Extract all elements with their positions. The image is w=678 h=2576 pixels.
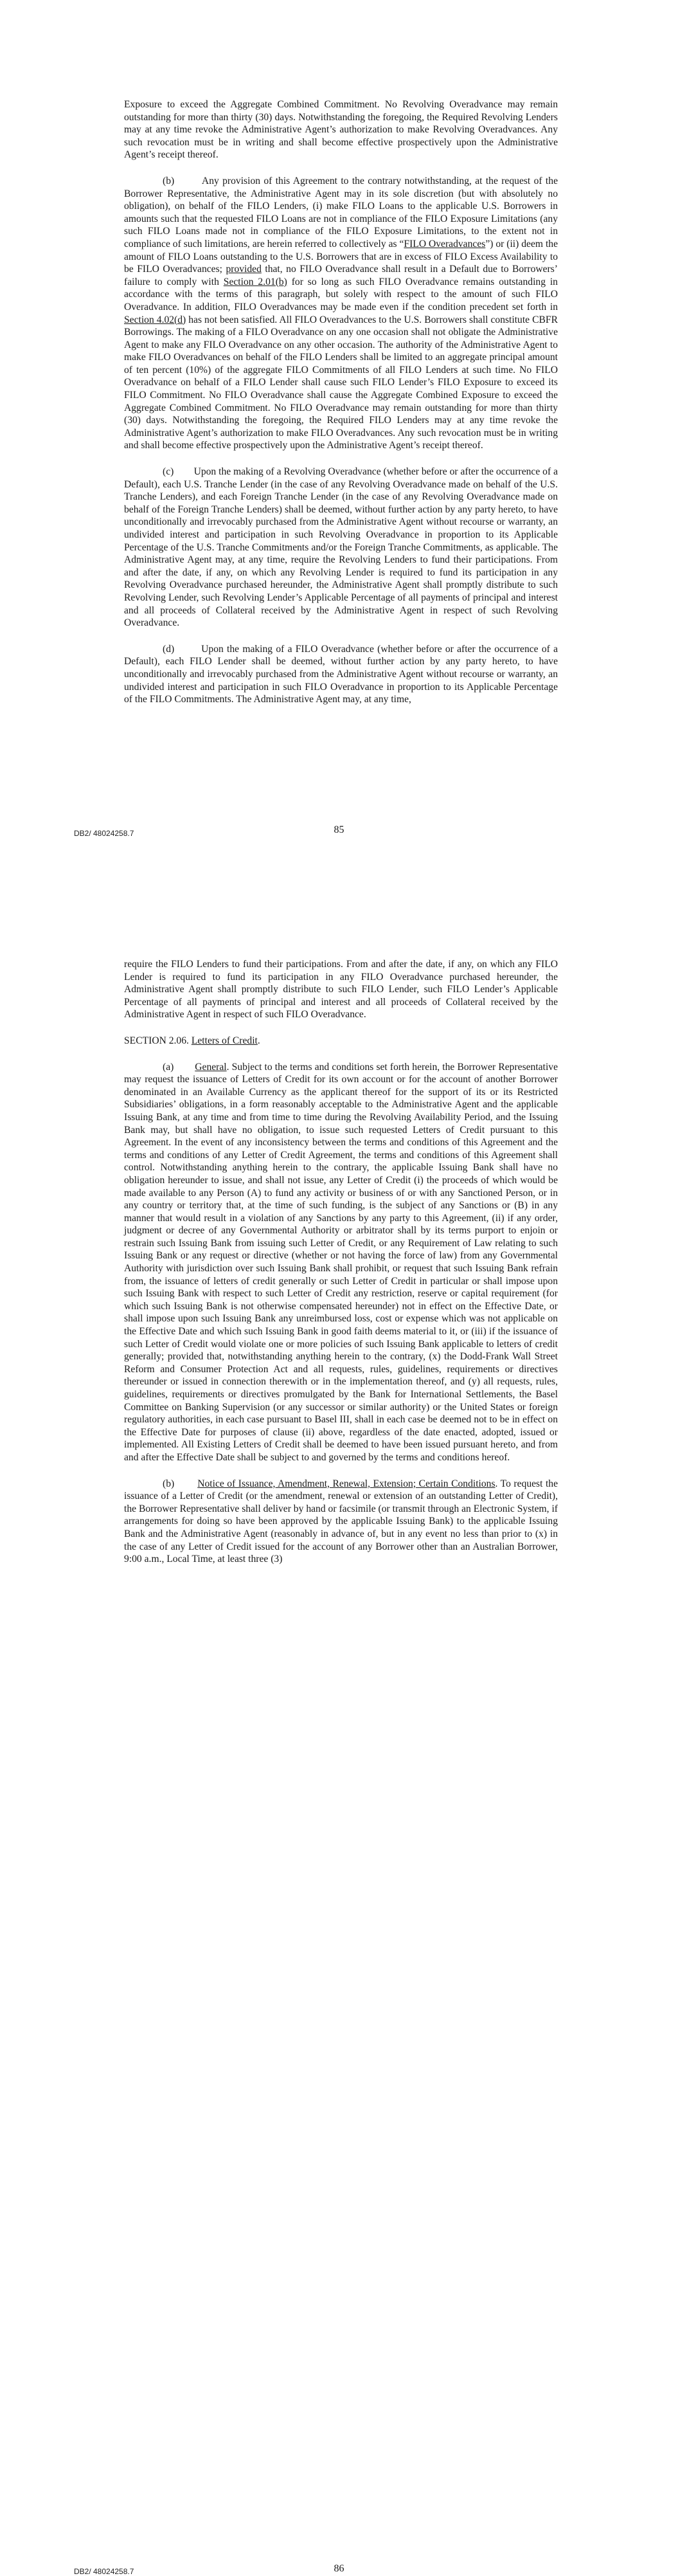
page-body	[124, 98, 558, 720]
section-label: SECTION 2.06.	[124, 1035, 192, 1046]
document-page-85	[0, 0, 678, 862]
paragraph-b-text-5: has not been satisfied. All FILO Overadvances to the U.S. Borrowers shall constitute CBFR Borrowings. The making of a FILO Overadvance on any one occasion shall not obligate the Administrative Agent to make any FILO Overadvance on any other occasion. The authority of the Administrative Agent to make FILO Overadvances on behalf of the FILO Lenders shall be limited to an aggregate principal amount of ten percent (10%) of the aggregate FILO Commitments of all FILO Lenders at such time. No FILO Overadvance on behalf of a FILO Lender shall cause such FILO Lender’s FILO Exposure to exceed its FILO Commitment. No FILO Overadvance shall cause the Aggregate Combined Exposure to exceed the Aggregate Combined Commitment. No FILO Overadvance may remain outstanding for more than thirty (30) days. Notwithstanding the foregoing, the Required FILO Lenders may at any time revoke the Administrative Agent’s authorization to make FILO Overadvances. Any such revocation must be in writing and shall become effective prospectively upon the Administrative Agent’s receipt thereof.	[124, 314, 558, 451]
page-body	[124, 958, 558, 1579]
paragraph-b-lead: (b)	[163, 1478, 198, 1489]
footer-document-id: DB2/ 48024258.7	[74, 829, 134, 838]
page-number: 86	[334, 2563, 344, 2574]
paragraph-a	[124, 1061, 558, 1464]
paragraph-a-body: . Subject to the terms and conditions set forth herein, the Borrower Representative may request the issuance of Letters of Credit for its own account or for the account of another Borrower denominated in an Available Currency as the applicant thereof for the support of its or its Restricted Subsidiaries’ obligations, in a form reasonably acceptable to the Administrative Agent and the applicable Issuing Bank, at any time and from time to time during the Revolving Availability Period, and the Issuing Bank may, but shall have no obligation, to issue such requested Letters of Credit pursuant to this Agreement. In the event of any inconsistency between the terms and conditions of this Agreement and the terms and conditions of any Letter of Credit Agreement, the terms and conditions of this Agreement shall control. Notwithstanding anything herein to the contrary, the applicable Issuing Bank shall have no obligation hereunder to issue, and shall not issue, any Letter of Credit (i) the proceeds of which would be made available to any Person (A) to fund any activity or business of or with any Sanctioned Person, or in any country or territory that, at the time of such funding, is the subject of any Sanctions or (B) in any manner that would result in a violation of any Sanctions by any party to this Agreement, (ii) if any order, judgment or decree of any Governmental Authority or arbitrator shall by its terms purport to enjoin or restrain such Issuing Bank from issuing such Letter of Credit, or any Requirement of Law relating to such Issuing Bank or any request or directive (whether or not having the force of law) from any Governmental Authority with jurisdiction over such Issuing Bank shall prohibit, or request that such Issuing Bank refrain from, the issuance of letters of credit generally or such Letter of Credit in particular or shall impose upon such Issuing Bank with respect to such Letter of Credit any restriction, reserve or capital requirement (for which such Issuing Bank is not otherwise compensated hereunder) not in effect on the Effective Date, or shall impose upon such Issuing Bank any unreimbursed loss, cost or expense which was not applicable on the Effective Date and which such Issuing Bank in good faith deems material to it, or (iii) if the issuance of such Letter of Credit would violate one or more policies of such Issuing Bank applicable to letters of credit generally; provided that, notwithstanding anything herein to the contrary, (x) the Dodd-Frank Wall Street Reform and Consumer Protection Act and all requests, rules, guidelines, requirements or directives thereunder or issued in connection therewith or in the implementation thereof, and (y) all requests, rules, guidelines, requirements or directives promulgated by the Bank for International Settlements, the Basel Committee on Banking Supervision (or any successor or similar authority) or the United States or foreign regulatory authorities, in each case pursuant to Basel III, shall in each case be deemed not to be in effect on the Effective Date for purposes of clause (ii) above, regardless of the date enacted, adopted, issued or implemented. All Existing Letters of Credit shall be deemed to have been issued pursuant hereto, and from and after the Effective Date shall be subject to and governed by the terms and conditions hereof.	[124, 1061, 558, 1463]
document-page-86	[0, 862, 678, 2576]
provided-term: provided	[226, 264, 262, 275]
paragraph-a-heading: General	[195, 1061, 227, 1073]
paragraph-b-text-4: for so long as such FILO Overadvance remains outstanding in accordance with the terms of this paragraph, but solely with respect to the amount of such FILO Overadvance. In addition, FILO Overadvances may be made even if the condition precedent set forth in	[124, 276, 558, 313]
paragraph-d: (d) Upon the making of a FILO Overadvance (whether before or after the occurrence of a Default), each FILO Lender shall be deemed, without further action by any party hereto, to have unconditionally and irrevocably purchased from the Administrative Agent without recourse or warranty, an undivided interest and participation in such FILO Overadvance in proportion to its Applicable Percentage of the FILO Commitments. The Administrative Agent may, at any time,	[124, 643, 558, 705]
paragraph-b-text-2: ”) or (ii) deem the amount of FILO Loans outstanding to the U.S. Borrowers that are in excess of FILO Excess Availability to be FILO Overadvances;	[124, 238, 558, 275]
defined-term-filo-overadvances: FILO Overadvances	[404, 238, 486, 249]
section-ref-4-02-d: Section 4.02(d)	[124, 314, 186, 325]
paragraph-continuation: Exposure to exceed the Aggregate Combined Commitment. No Revolving Overadvance may remain outstanding for more than thirty (30) days. Notwithstanding the foregoing, the Required Revolving Lenders may at any time revoke the Administrative Agent’s authorization to make Revolving Overadvances. Any such revocation must be in writing and shall become effective prospectively upon the Administrative Agent’s receipt thereof.	[124, 99, 558, 161]
section-title-end: .	[257, 1035, 260, 1046]
footer-document-id: DB2/ 48024258.7	[74, 2567, 134, 2576]
paragraph-b-text-3: that, no FILO Overadvance shall result in a Default due to Borrowers’ failure to comply with	[124, 264, 558, 287]
paragraph-b-body: . To request the issuance of a Letter of Credit (or the amendment, renewal or extension of an outstanding Letter of Credit), the Borrower Representative shall deliver by hand or facsimile (or transmit through an Electronic System, if arrangements for doing so have been approved by the applicable Issuing Bank) to the applicable Issuing Bank and the Administrative Agent (reasonably in advance of, but in any event no less than prior to (x) in the case of any Letter of Credit issued for the account of any Borrower other than an Australian Borrower, 9:00 a.m., Local Time, at least three (3)	[124, 1478, 558, 1565]
page-number: 85	[334, 824, 344, 835]
section-ref-2-01-b: Section 2.01(b)	[223, 276, 287, 287]
section-title: Letters of Credit	[191, 1035, 258, 1046]
paragraph-c: (c) Upon the making of a Revolving Overadvance (whether before or after the occurrence of a Default), each U.S. Tranche Lender (in the case of any Revolving Overadvance made on behalf of the U.S. Tranche Lenders), and each Foreign Tranche Lender (in the case of any Revolving Overadvance made on behalf of the Foreign Tranche Lenders) shall be deemed, without further action by any party hereto, to have unconditionally and irrevocably purchased from the Administrative Agent without recourse or warranty, an undivided interest and participation in such Revolving Overadvance in proportion to its Applicable Percentage of the U.S. Tranche Commitments and/or the Foreign Tranche Commitments, as applicable. The Administrative Agent may, at any time, require the Revolving Lenders to fund their participations. From and after the date, if any, on which any Revolving Lender is required to fund its participation in any Revolving Overadvance purchased hereunder, the Administrative Agent shall promptly distribute to such Revolving Lender, such Revolving Lender’s Applicable Percentage of all payments of principal and interest and all proceeds of Collateral received by the Administrative Agent in respect of such Revolving Overadvance.	[124, 466, 558, 629]
section-heading	[124, 1035, 558, 1048]
paragraph-b	[124, 175, 558, 452]
paragraph-b-heading: Notice of Issuance, Amendment, Renewal, Extension; Certain Conditions	[197, 1478, 495, 1489]
paragraph-continuation: require the FILO Lenders to fund their participations. From and after the date, if any, on which any FILO Lender is required to fund its participation in any FILO Overadvance purchased hereunder, the Administrative Agent shall promptly distribute to such FILO Lender, such FILO Lender’s Applicable Percentage of all payments of principal and interest and all proceeds of Collateral received by the Administrative Agent in respect of such FILO Overadvance.	[124, 959, 558, 1020]
paragraph-b	[124, 1478, 558, 1566]
paragraph-a-lead: (a)	[163, 1061, 195, 1073]
paragraph-b-text-1: (b) Any provision of this Agreement to the contrary notwithstanding, at the request of the Borrower Representative, the Administrative Agent may in its sole discretion (but with absolutely no obligation), on behalf of the FILO Lenders, (i) make FILO Loans to the applicable U.S. Borrowers in amounts such that the requested FILO Loans are not in compliance of the FILO Exposure Limitations (any such FILO Loans made not in compliance of the FILO Exposure Limitations, to the extent not in compliance of such limitations, are herein referred to collectively as “	[124, 175, 558, 249]
